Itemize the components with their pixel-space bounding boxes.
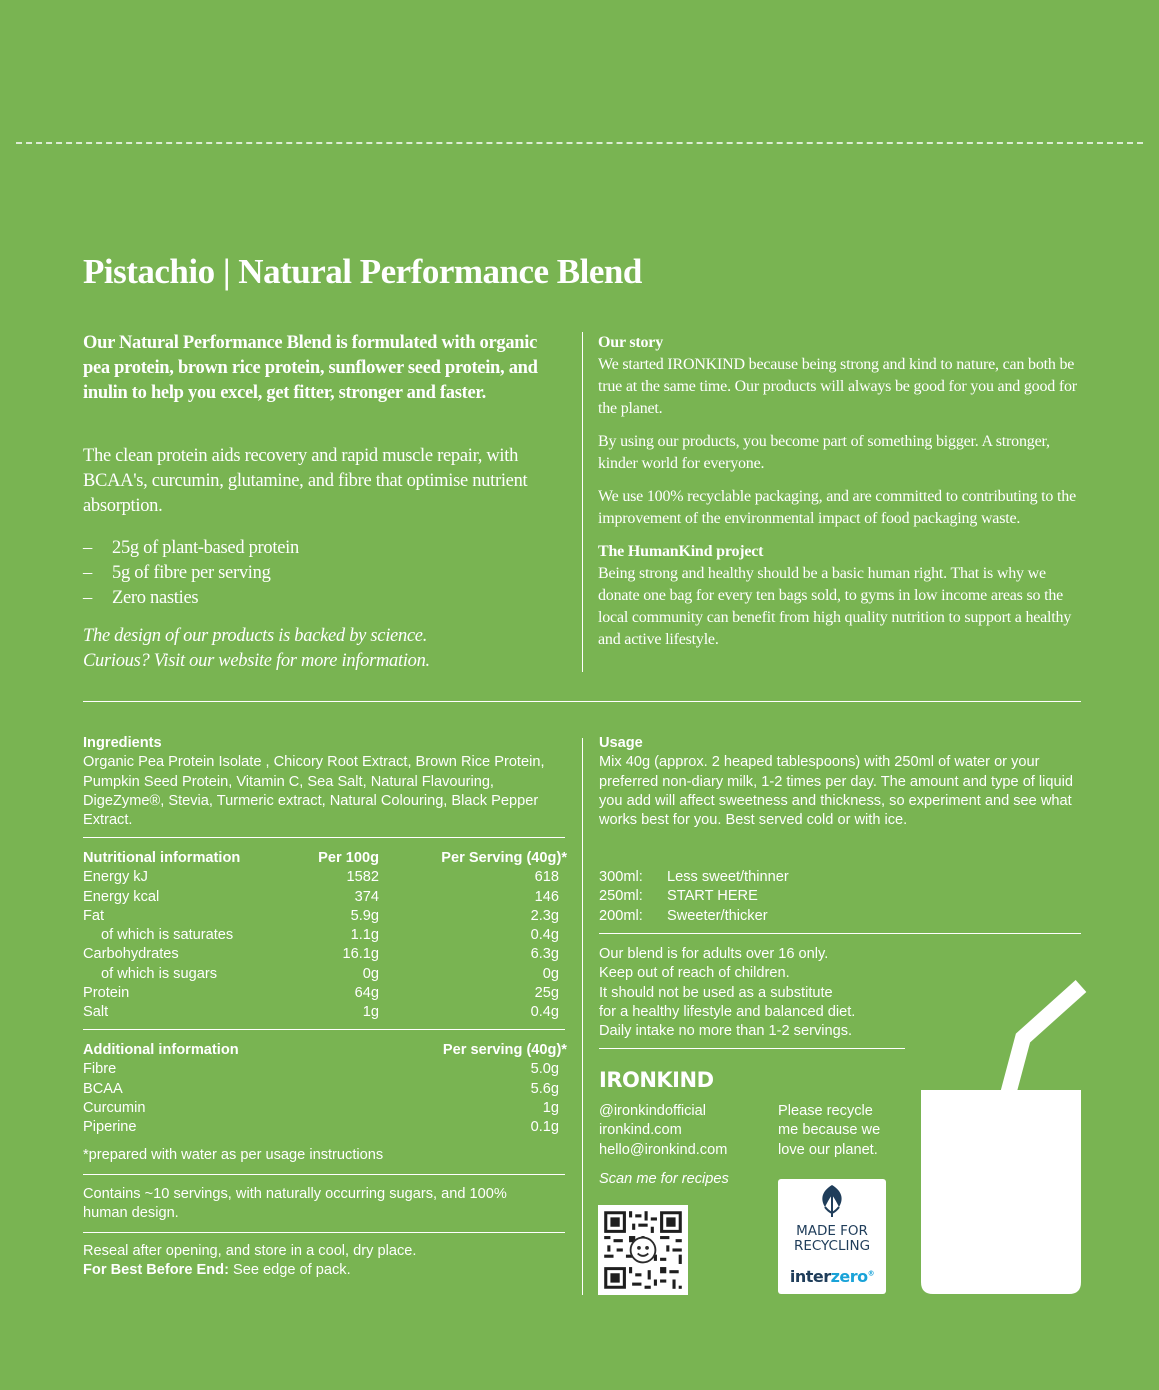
level-description: START HERE — [667, 888, 758, 905]
story-heading: Our story — [598, 334, 664, 351]
registered-mark: ® — [867, 1269, 875, 1278]
page-title: Pistachio | Natural Performance Blend — [83, 252, 642, 291]
website-link[interactable]: ironkind.com — [599, 1122, 682, 1139]
badge-line: MADE FOR — [796, 1223, 868, 1239]
per-serving-value: 0.4g — [530, 927, 559, 944]
storage-note — [83, 1242, 553, 1281]
column-header: Per serving (40g)* — [442, 1042, 567, 1058]
usage-text: Mix 40g (approx. 2 heaped tablespoons) with 250ml of water or your preferred non-diary milk, 1-2 times per day. The amount and type of liquid you add will affect sweetness and thickness, so experiment and see what works best for you. Best served cold or with ice. — [599, 754, 1073, 829]
column-header: Nutritional information — [83, 850, 241, 866]
best-before-label: For Best Before End: — [83, 1262, 229, 1279]
recycle-line: Please recycle — [778, 1103, 873, 1119]
intro-bold-paragraph: Our Natural Performance Blend is formulated with organic pea protein, brown rice protein, sunflower seed protein, and inulin to help you excel, get fitter, stronger and faster. — [83, 333, 538, 403]
recycle-note — [778, 1102, 880, 1160]
row-label: Energy kJ — [83, 869, 148, 886]
column-divider — [582, 332, 583, 672]
table-divider — [83, 1029, 565, 1030]
list-item — [83, 586, 299, 611]
bullet-dash: – — [83, 588, 92, 608]
benefit-list — [83, 536, 299, 611]
table-divider — [83, 837, 565, 838]
story-section — [598, 332, 1078, 662]
story-paragraph: We use 100% recyclable packaging, and are committed to contributing to the improvement of the environmental impact of food packaging waste. — [598, 488, 1076, 527]
made-for-recycling-badge — [778, 1179, 886, 1294]
ingredients-heading: Ingredients — [83, 735, 162, 751]
row-label: BCAA — [83, 1080, 123, 1097]
table-row — [83, 945, 567, 964]
per-100g-value: 16.1g — [342, 946, 379, 963]
per-100g-value: 5.9g — [350, 907, 379, 924]
liquid-levels — [599, 868, 789, 926]
science-note-line: The design of our products is backed by science. — [83, 626, 428, 646]
level-amount: 200ml: — [599, 907, 643, 924]
ironkind-logo: IRONKIND — [599, 1068, 714, 1092]
row-value: 0.1g — [530, 1119, 559, 1136]
table-row — [83, 965, 567, 984]
per-100g-value: 1g — [362, 1004, 379, 1021]
additional-info-table — [83, 1041, 567, 1137]
row-label: Salt — [83, 1004, 109, 1021]
table-row — [83, 1003, 567, 1022]
per-100g-value: 1.1g — [350, 927, 379, 944]
table-row — [83, 1060, 567, 1079]
section-divider — [599, 1048, 905, 1049]
badge-label — [778, 1224, 886, 1254]
row-value: 5.0g — [530, 1061, 559, 1078]
qr-code-icon — [598, 1205, 688, 1295]
per-serving-value: 6.3g — [530, 946, 559, 963]
table-header-row — [83, 1041, 567, 1060]
table-divider — [83, 1232, 565, 1233]
table-row — [599, 907, 789, 926]
recycle-line: me because we — [778, 1122, 881, 1139]
table-row — [83, 1118, 567, 1137]
best-before-value: See edge of pack. — [228, 1262, 351, 1279]
table-row — [599, 868, 789, 887]
story-paragraph: We started IRONKIND because being strong and kind to nature, can both be true at the same time. Our products will always be good for you and good for the planet. — [598, 356, 1077, 417]
table-header-row — [83, 849, 567, 868]
warning-line: Our blend is for adults over 16 only. — [599, 946, 829, 962]
warning-line: Keep out of reach of children. — [599, 965, 790, 982]
contact-info — [599, 1102, 727, 1160]
section-divider — [83, 701, 1081, 702]
per-serving-value: 0.4g — [530, 1004, 559, 1021]
ingredients-text: Organic Pea Protein Isolate , Chicory Root Extract, Brown Rice Protein, Pumpkin Seed Protein, Vitamin C, Sea Salt, Natural Flavouring, DigeZyme®, Stevia, Turmeric extract, Natural Colouring, Black Pepper Extract. — [83, 754, 545, 829]
list-item-text: 5g of fibre per serving — [112, 563, 271, 583]
row-label: Piperine — [83, 1119, 137, 1136]
list-item-text: 25g of plant-based protein — [112, 538, 299, 558]
leaf-icon — [816, 1183, 848, 1219]
table-row — [83, 1080, 567, 1099]
recycle-line: love our planet. — [778, 1141, 878, 1158]
intro-paragraph: The clean protein aids recovery and rapid muscle repair, with BCAA's, curcumin, glutamine, and fibre that optimise nutrient absorption. — [83, 446, 528, 516]
column-header: Per 100g — [318, 850, 379, 866]
per-serving-value: 2.3g — [530, 907, 559, 924]
section-divider — [599, 933, 1081, 934]
table-row — [599, 887, 789, 906]
per-serving-value: 146 — [534, 888, 559, 905]
interzero-text-a: inter — [789, 1267, 831, 1286]
list-item-text: Zero nasties — [112, 588, 199, 608]
storage-text: Reseal after opening, and store in a cool, dry place. — [83, 1243, 417, 1259]
usage-heading: Usage — [599, 735, 643, 751]
column-header: Per Serving (40g)* — [441, 850, 567, 866]
qr-code[interactable] — [598, 1205, 688, 1295]
row-label: Protein — [83, 985, 130, 1002]
social-handle[interactable]: @ironkindofficial — [599, 1103, 707, 1119]
warning-line: Daily intake no more than 1-2 servings. — [599, 1023, 853, 1040]
per-100g-value: 64g — [354, 985, 379, 1002]
row-label: Curcumin — [83, 1099, 146, 1116]
science-note — [83, 624, 430, 674]
row-label: of which is saturates — [101, 927, 234, 944]
table-row — [83, 868, 567, 887]
list-item — [83, 536, 299, 561]
per-100g-value: 374 — [354, 888, 379, 905]
table-row — [83, 907, 567, 926]
table-divider — [83, 1174, 565, 1175]
science-note-line: Curious? Visit our website for more information. — [83, 651, 430, 671]
dashed-seal-line — [16, 142, 1143, 144]
row-value: 5.6g — [530, 1080, 559, 1097]
bullet-dash: – — [83, 563, 92, 583]
humankind-paragraph: Being strong and healthy should be a basic human right. That is why we donate one bag for every ten bags sold, to gyms in low income areas so the local community can benefit from high quality nutrition to support a healthy and active lifestyle. — [598, 565, 1072, 648]
row-label: Carbohydrates — [83, 946, 179, 963]
per-100g-value: 0g — [362, 965, 379, 982]
best-before — [83, 1261, 553, 1280]
cup-with-straw-icon — [915, 978, 1090, 1300]
servings-note: Contains ~10 servings, with naturally occurring sugars, and 100% human design. — [83, 1186, 507, 1222]
column-divider — [582, 738, 583, 1295]
table-row — [83, 926, 567, 945]
ingredients-section — [83, 734, 561, 830]
per-100g-value: 1582 — [346, 869, 379, 886]
story-paragraph: By using our products, you become part of something bigger. A stronger, kinder world for everyone. — [598, 433, 1050, 472]
warning-line: It should not be used as a substitute — [599, 984, 833, 1001]
table-row — [83, 984, 567, 1003]
bullet-dash: – — [83, 538, 92, 558]
level-description: Sweeter/thicker — [667, 907, 768, 924]
footnote: *prepared with water as per usage instructions — [83, 1147, 384, 1163]
row-label: Fat — [83, 907, 105, 924]
level-description: Less sweet/thinner — [667, 869, 789, 885]
list-item — [83, 561, 299, 586]
table-row — [83, 1099, 567, 1118]
table-row — [83, 888, 567, 907]
usage-section — [599, 734, 1081, 830]
per-serving-value: 0g — [542, 965, 559, 982]
row-label: of which is sugars — [101, 965, 217, 982]
row-label: Energy kcal — [83, 888, 160, 905]
level-amount: 300ml: — [599, 869, 643, 885]
per-serving-value: 618 — [534, 869, 559, 886]
interzero-text-b: zero — [830, 1267, 868, 1286]
warning-text — [599, 945, 855, 1041]
row-value: 1g — [542, 1099, 559, 1116]
per-serving-value: 25g — [534, 985, 559, 1002]
warning-line: for a healthy lifestyle and balanced diet. — [599, 1003, 856, 1020]
scan-caption: Scan me for recipes — [599, 1171, 729, 1187]
email-link[interactable]: hello@ironkind.com — [599, 1141, 728, 1158]
column-header: Additional information — [83, 1042, 239, 1058]
nutrition-table — [83, 849, 567, 1023]
humankind-heading: The HumanKind project — [598, 543, 764, 560]
level-amount: 250ml: — [599, 888, 643, 905]
badge-line: RECYCLING — [793, 1238, 871, 1254]
interzero-logo — [778, 1267, 886, 1286]
row-label: Fibre — [83, 1061, 117, 1078]
